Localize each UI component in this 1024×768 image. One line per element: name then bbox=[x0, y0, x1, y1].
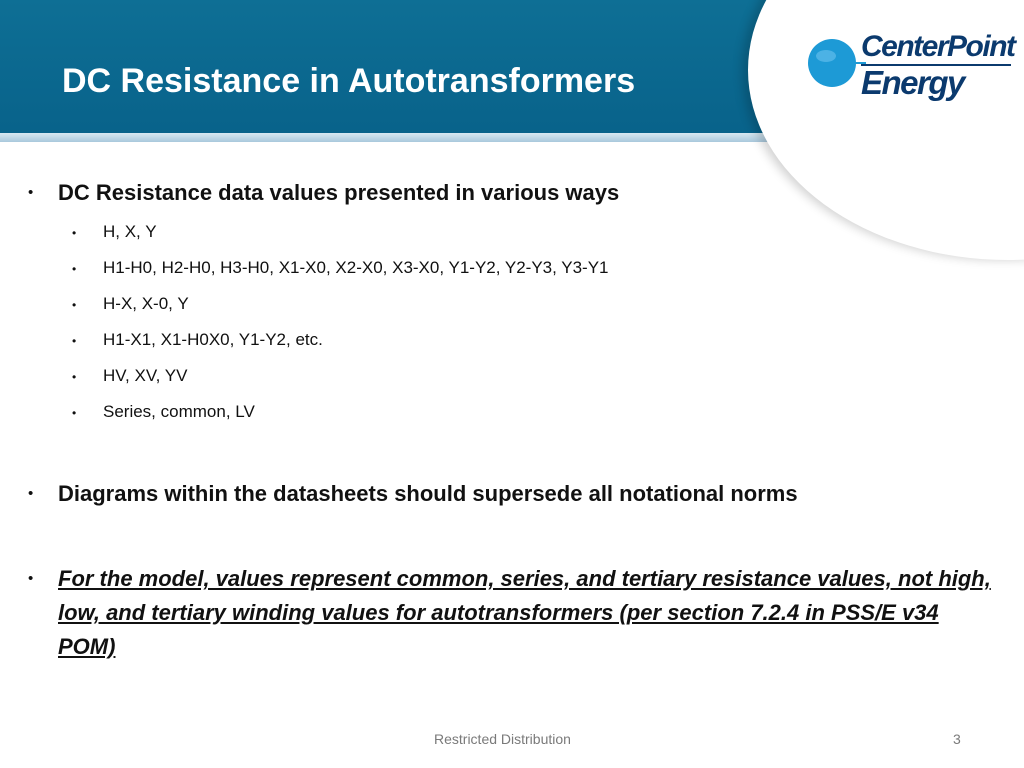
sub-item-2: H1-H0, H2-H0, H3-H0, X1-X0, X2-X0, X3-X0, Y1-Y2, Y2-Y3, Y3-Y1 bbox=[103, 258, 609, 277]
sub-bullet-marker: • bbox=[72, 262, 77, 276]
bullet-text-2: Diagrams within the datasheets should supersede all notational norms bbox=[58, 481, 798, 506]
sub-item-3: H-X, X-0, Y bbox=[103, 294, 189, 313]
sub-bullet-marker: • bbox=[72, 334, 77, 348]
bullet-text-3: For the model, values represent common, series, and tertiary resistance values, not high, low, and tertiary winding values for autotransformers (per section 7.2.4 in PSS/E v34 POM) bbox=[58, 566, 991, 659]
logo-text-line2: Energy bbox=[861, 64, 964, 101]
sub-item-4: H1-X1, X1-H0X0, Y1-Y2, etc. bbox=[103, 330, 323, 349]
sub-item-5: HV, XV, YV bbox=[103, 366, 188, 385]
bullet-marker: • bbox=[28, 184, 34, 201]
logo-circle-icon bbox=[806, 30, 866, 110]
footer-label: Restricted Distribution bbox=[434, 731, 571, 747]
bullet-text-1: DC Resistance data values presented in various ways bbox=[58, 180, 620, 205]
slide-title: DC Resistance in Autotransformers bbox=[62, 62, 636, 100]
page-number: 3 bbox=[953, 731, 961, 747]
company-logo bbox=[806, 30, 1016, 110]
sub-bullet-marker: • bbox=[72, 298, 77, 312]
header-stripe bbox=[0, 133, 800, 142]
sub-item-1: H, X, Y bbox=[103, 222, 157, 241]
sub-bullet-marker: • bbox=[72, 370, 77, 384]
logo-text-line1: CenterPoint bbox=[861, 30, 1015, 63]
sub-bullet-marker: • bbox=[72, 406, 77, 420]
bullet-marker: • bbox=[28, 485, 34, 502]
bullet-marker: • bbox=[28, 570, 34, 587]
sub-item-6: Series, common, LV bbox=[103, 402, 255, 421]
sub-bullet-marker: • bbox=[72, 226, 77, 240]
